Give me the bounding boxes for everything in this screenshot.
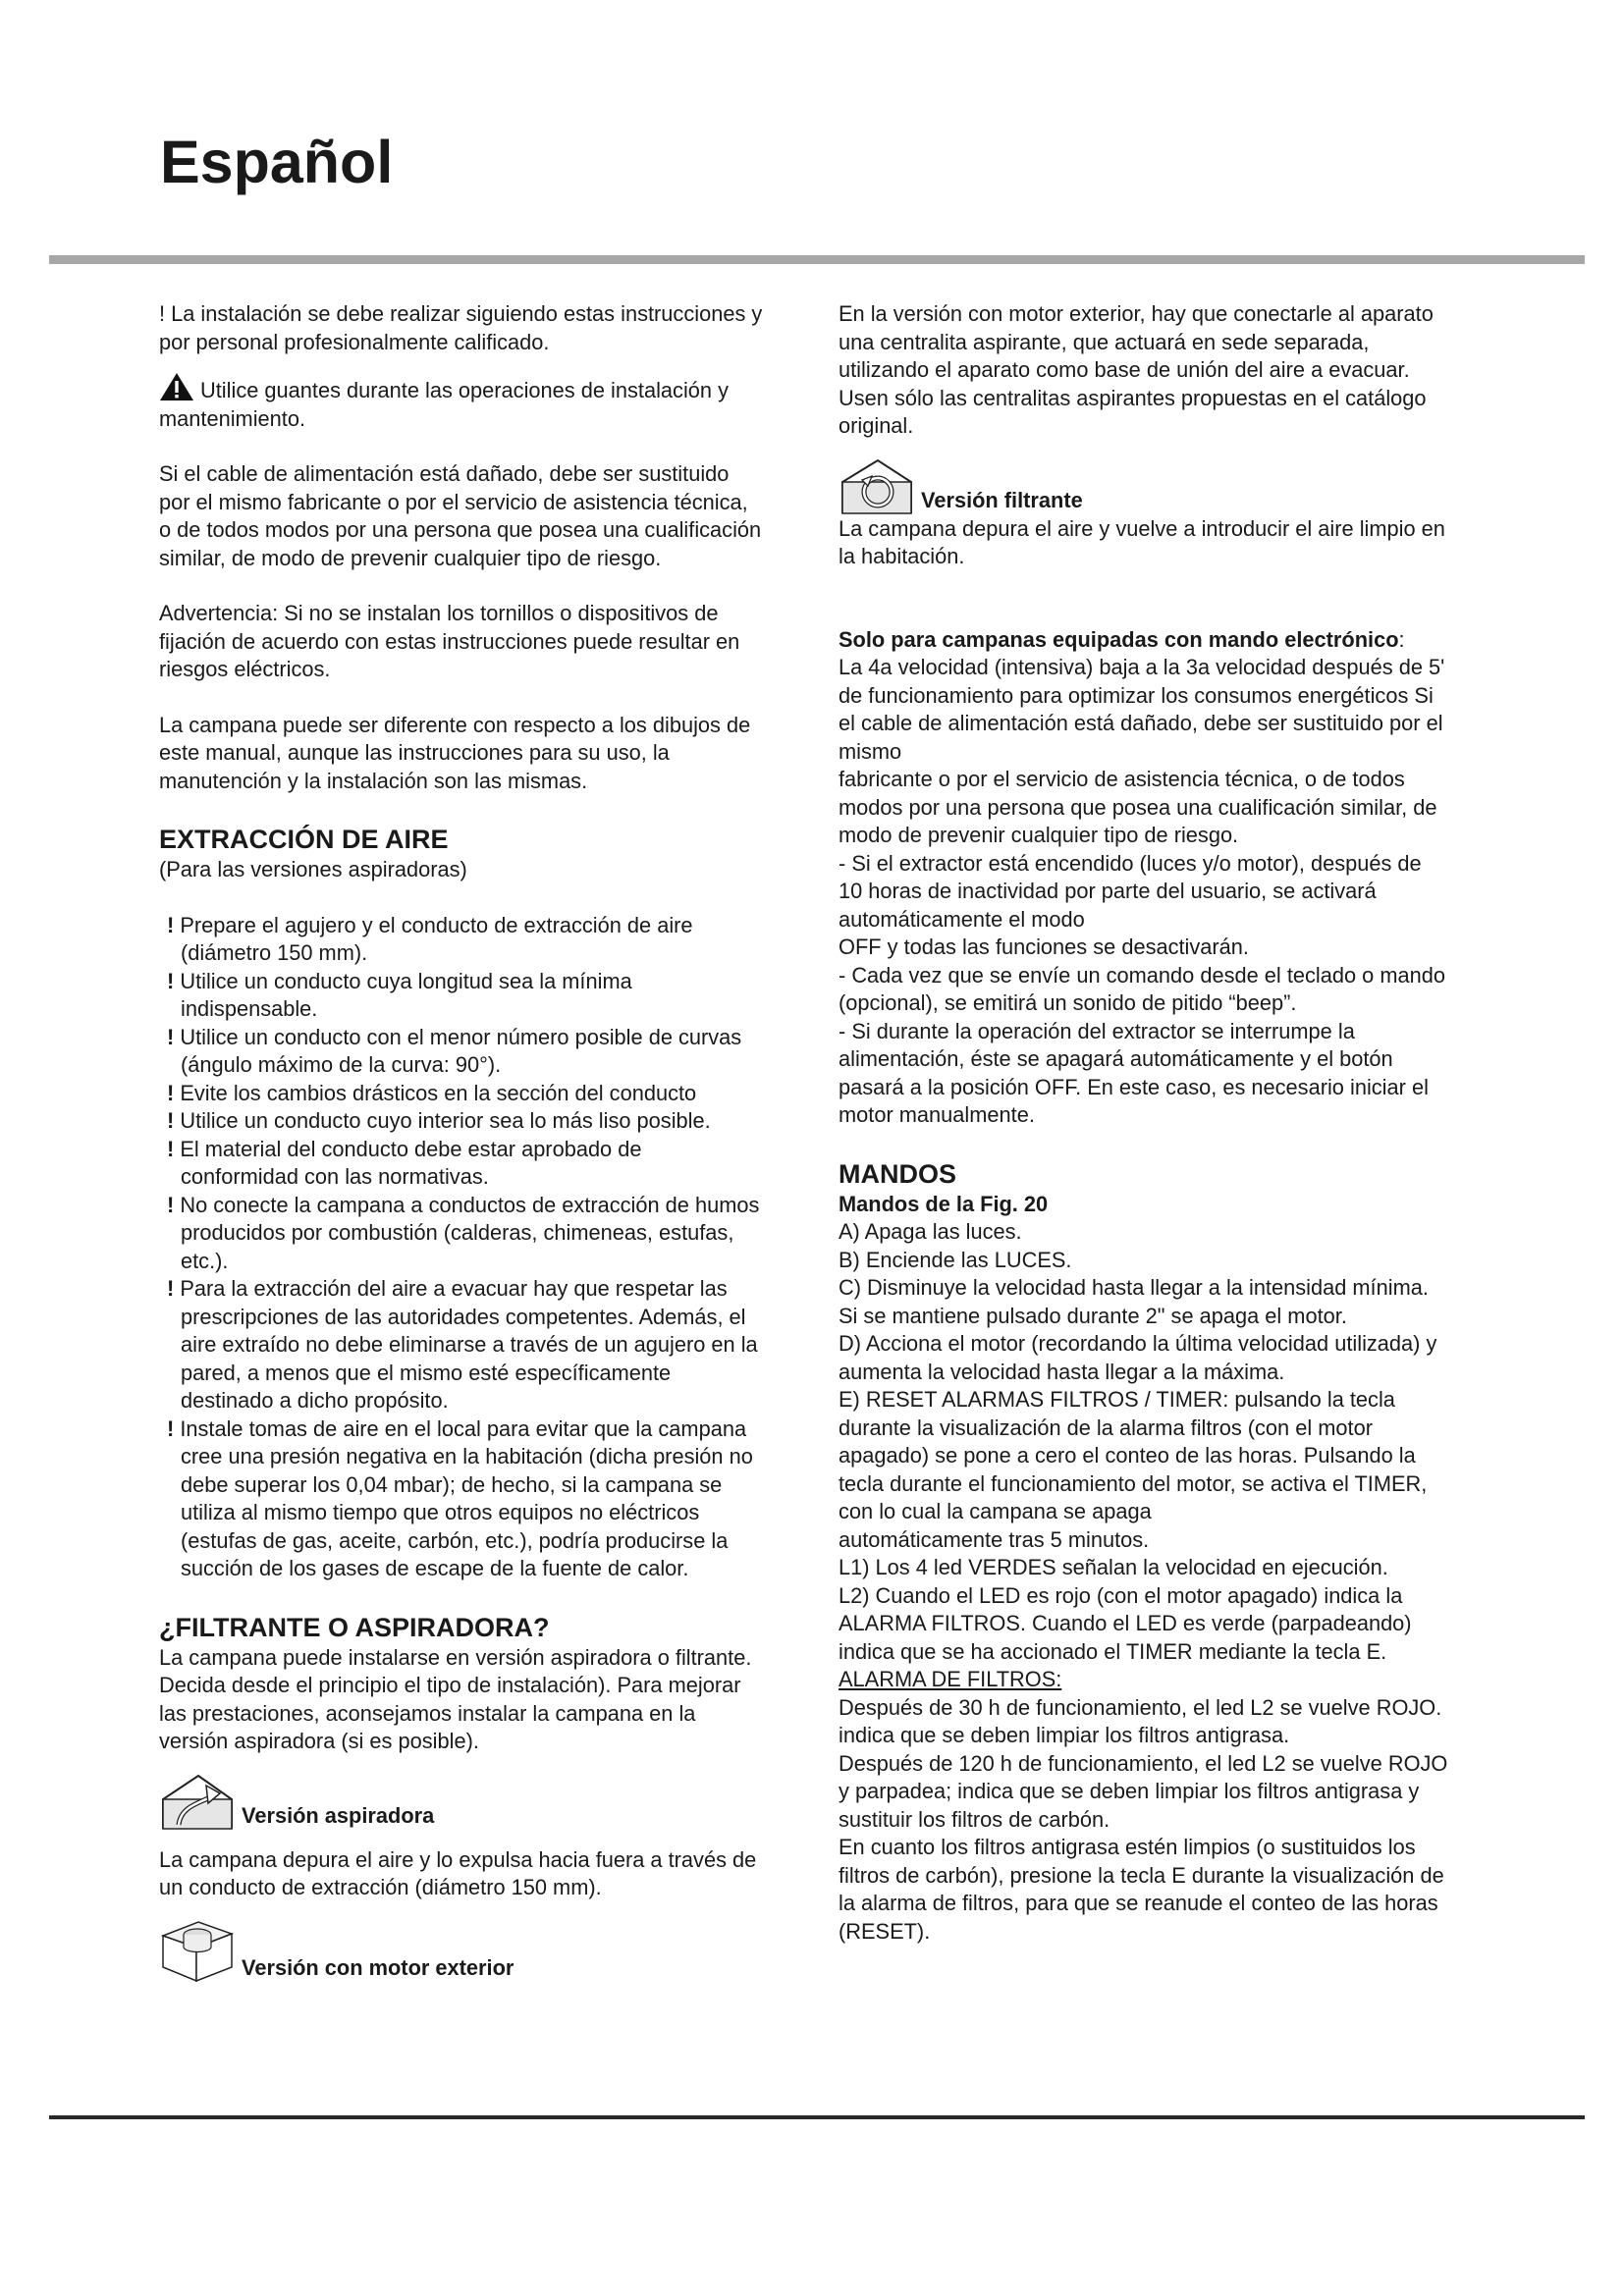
external-motor-icon xyxy=(159,1918,236,1983)
aspiradora-version-label: Versión aspiradora xyxy=(242,1803,435,1828)
mandos-line: E) RESET ALARMAS FILTROS / TIMER: pulsando la tecla durante la visualización de la alarma filtros (con el motor apagado) se pone a cero el conteo de las horas. Pulsando la tecla durante el funcionamiento del motor, se activa el TIMER, con lo cual la campana se apaga xyxy=(839,1387,1428,1523)
mandos-line: B) Enciende las LUCES. xyxy=(839,1247,1072,1272)
external-motor-paragraph: En la versión con motor exterior, hay que conectarle al aparato una centralita aspirante, que actuará en sede separada, utilizando el aparato como base de unión del aire a evacuar. Usen sólo las centralitas aspirantes propuestas en el catálogo original. xyxy=(839,301,1434,438)
filtrante-version-label: Versión filtrante xyxy=(921,488,1083,512)
gloves-warning-text: Utilice guantes durante las operaciones de instalación y mantenimiento. xyxy=(159,378,729,431)
alarma-heading: ALARMA DE FILTROS: xyxy=(839,1667,1062,1691)
electronic-line: - Cada vez que se envíe un comando desde el teclado o mando (opcional), se emitirá un sonido de pitido “beep”. xyxy=(839,962,1445,1015)
mandos-heading: MANDOS xyxy=(839,1158,956,1189)
bottom-divider xyxy=(49,2115,1585,2119)
mandos-line: L2) Cuando el LED es rojo (con el motor apagado) indica la ALARMA FILTROS. Cuando el LED es verde (parpadeando) indica que se ha accionado el TIMER mediante la tecla E. xyxy=(839,1582,1412,1664)
alarma-line: Después de 120 h de funcionamiento, el led L2 se vuelve ROJO y parpadea; indica que se deben limpiar los filtros antigrasa y sustituir los filtros de carbón. xyxy=(839,1750,1448,1832)
electronic-heading: Solo para campanas equipadas con mando electrónico: xyxy=(839,626,1405,652)
list-item: ! Instale tomas de aire en el local para evitar que la campana cree una presión negativa en la habitación (dicha presión no debe superar los 0,04 mbar); de hecho, si la campana se utiliza al mismo tiempo que otros equipos no eléctricos (estufas de gas, aceite, carbón, etc.), podría producirse la succión de los gases de escape de la fuente de calor. xyxy=(167,1415,753,1580)
screws-warning: Advertencia: Si no se instalan los tornillos o dispositivos de fijación de acuerdo con estas instrucciones puede resultar en riesgos eléctricos. xyxy=(159,601,740,681)
list-item: ! Utilice un conducto con el menor número posible de curvas (ángulo máximo de la curva: 90°). xyxy=(167,1024,742,1077)
filtrante-heading: ¿FILTRANTE O ASPIRADORA? xyxy=(159,1612,550,1642)
alarma-line: Después de 30 h de funcionamiento, el led L2 se vuelve ROJO. indica que se deben limpiar los filtros antigrasa. xyxy=(839,1694,1442,1747)
list-item: ! Evite los cambios drásticos en la sección del conducto xyxy=(167,1080,697,1105)
recirculation-hood-icon xyxy=(839,456,915,515)
aspiradora-version-header xyxy=(159,1772,765,1831)
mandos-line: D) Acciona el motor (recordando la última velocidad utilizada) y aumenta la velocidad hasta llegar a la máxima. xyxy=(839,1331,1437,1384)
left-column xyxy=(159,300,765,1983)
extraccion-heading: EXTRACCIÓN DE AIRE xyxy=(159,825,449,854)
list-item: ! Utilice un conducto cuyo interior sea lo más liso posible. xyxy=(167,1108,711,1133)
extraccion-subheading: (Para las versiones aspiradoras) xyxy=(159,857,467,881)
motor-version-label: Versión con motor exterior xyxy=(242,1955,514,1980)
mandos-line: C) Disminuye la velocidad hasta llegar a la intensidad mínima. Si se mantiene pulsado durante 2" se apaga el motor. xyxy=(839,1275,1429,1328)
mandos-line: L1) Los 4 led VERDES señalan la velocidad en ejecución. xyxy=(839,1555,1388,1579)
list-item: ! No conecte la campana a conductos de extracción de humos producidos por combustión (calderas, chimeneas, estufas, etc.). xyxy=(167,1192,760,1273)
warning-icon xyxy=(159,372,194,401)
filtrante-version-paragraph: La campana depura el aire y vuelve a introducir el aire limpio en la habitación. xyxy=(839,515,1445,568)
electronic-line: - Si durante la operación del extractor se interrumpe la alimentación, éste se apagará automáticamente y el botón pasará a la posición OFF. En este caso, es necesario iniciar el motor manualmente. xyxy=(839,1018,1429,1127)
mandos-line: automáticamente tras 5 minutos. xyxy=(839,1526,1150,1552)
list-item: ! Prepare el agujero y el conducto de extracción de aire (diámetro 150 mm). xyxy=(167,912,693,965)
aspiradora-paragraph: La campana depura el aire y lo expulsa hacia fuera a través de un conducto de extracción (diámetro 150 mm). xyxy=(159,1846,757,1899)
alarma-line: En cuanto los filtros antigrasa estén limpios (o sustituidos los filtros de carbón), presione la tecla E durante la visualización de la alarma de filtros, para que se reanude el conteo de las horas (RESET). xyxy=(839,1835,1444,1944)
filtrante-paragraph: La campana puede instalarse en versión aspiradora o filtrante. Decida desde el principio el tipo de instalación). Para mejorar las prestaciones, aconsejamos instalar la campana en la versión aspiradora (si es posible). xyxy=(159,1644,752,1753)
electronic-line: La 4a velocidad (intensiva) baja a la 3a velocidad después de 5' de funcionamiento para optimizar los consumos energéticos Si el cable de alimentación está dañado, debe ser sustituido por el mismo xyxy=(839,655,1445,764)
filtrante-version-header xyxy=(839,456,1449,515)
top-divider xyxy=(49,255,1585,264)
cable-note: Si el cable de alimentación está dañado, debe ser sustituido por el mismo fabricante o por el servicio de asistencia técnica, o de todos modos por una persona que posea una cualificación similar, de modo de prevenir cualquier tipo de riesgo. xyxy=(159,461,762,570)
gloves-warning xyxy=(159,372,765,433)
install-note: ! La instalación se debe realizar siguiendo estas instrucciones y por personal profesionalmente calificado. xyxy=(159,301,763,354)
electronic-line: fabricante o por el servicio de asistencia técnica, o de todos modos por una persona que posea una cualificación similar, de modo de prevenir cualquier tipo de riesgo. xyxy=(839,767,1437,847)
extraction-hood-icon xyxy=(159,1772,236,1831)
mandos-subheading: Mandos de la Fig. 20 xyxy=(839,1191,1049,1216)
motor-version-header xyxy=(159,1918,765,1983)
extraccion-bullet-list xyxy=(159,912,765,1583)
electronic-line: OFF y todas las funciones se desactivarán. xyxy=(839,934,1249,959)
electronic-line: - Si el extractor está encendido (luces y/o motor), después de 10 horas de inactividad por parte del usuario, se activará automáticamente el modo xyxy=(839,850,1422,932)
mandos-line: A) Apaga las luces. xyxy=(839,1219,1022,1244)
list-item: ! El material del conducto debe estar aprobado de conformidad con las normativas. xyxy=(167,1136,642,1189)
list-item: ! Para la extracción del aire a evacuar hay que respetar las prescripciones de las autoridades competentes. Además, el aire extraído no debe eliminarse a través de un agujero en la pared, a menos que el mismo esté específicamente destinado a dicho propósito. xyxy=(167,1276,758,1413)
page-title: Español xyxy=(160,129,394,195)
list-item: ! Utilice un conducto cuya longitud sea la mínima indispensable. xyxy=(167,968,632,1021)
drawings-note: La campana puede ser diferente con respecto a los dibujos de este manual, aunque las instrucciones para su uso, la manutención y la instalación son las mismas. xyxy=(159,712,751,793)
right-column xyxy=(839,300,1449,1946)
